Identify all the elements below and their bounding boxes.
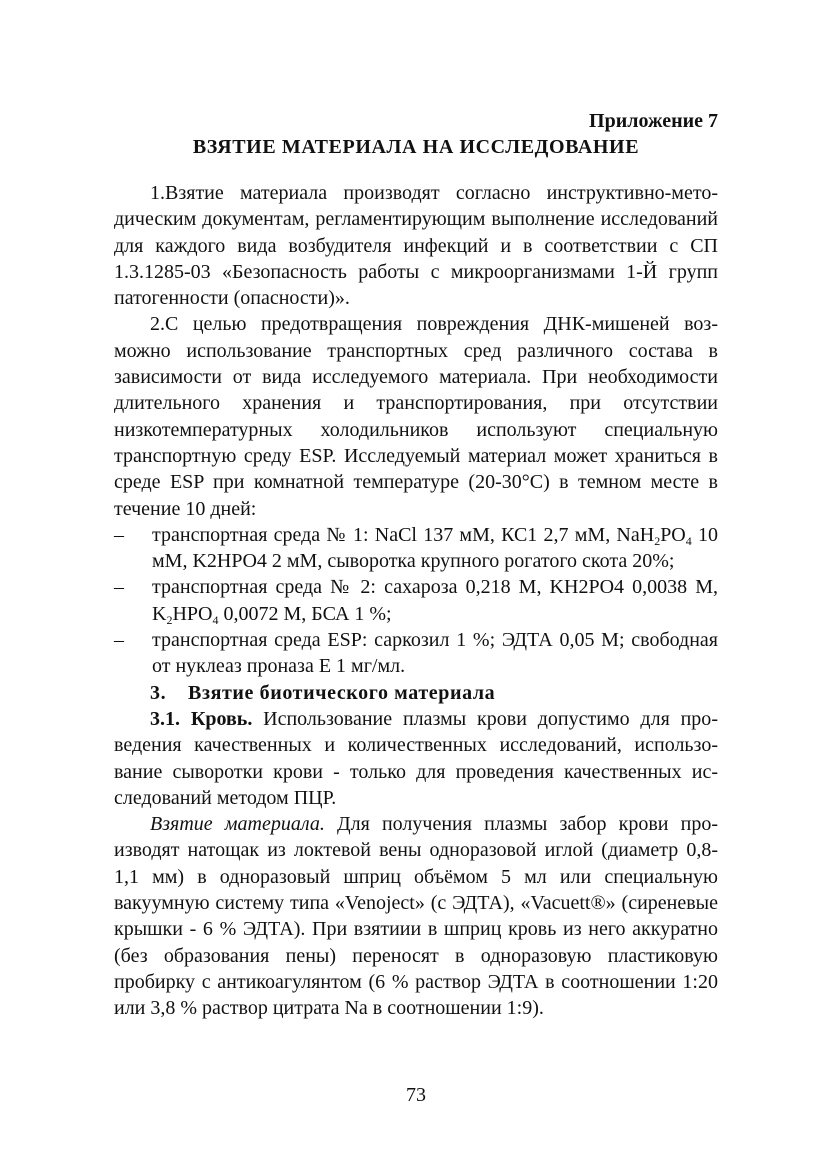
list-dash: – bbox=[114, 576, 124, 599]
sampling-label: Взятие материала. bbox=[150, 813, 325, 836]
subscript: 2 bbox=[654, 533, 661, 548]
sampling-text: Для получения плазмы забор крови производят натощак из локтевой вены одноразовой иглой (диаметр 0,8-1,1 мм) в одноразовый шприц объёмом 5 мл или специальную вакуумную систему типа «Venoject» (с ЭДТА), «Vacuett®» (сиреневые крышки - 6 % ЭДТА). При взятиии в шприц кровь из него аккуратно (без образования пены) переносят в одноразовую пластиковую пробирку с антикоагулянтом (6 % раствор ЭДТА в соотношении 1:20 или 3,8 % раствор цитрата Na в соотношении 1:9). bbox=[114, 813, 719, 1020]
subsection-blood bbox=[114, 706, 718, 811]
page-number: 73 bbox=[406, 1084, 426, 1106]
subscript: 4 bbox=[212, 612, 219, 627]
section-heading bbox=[114, 680, 718, 706]
paragraph-2: 2.С целью предотвращения повреждения ДНК-мишеней возможно использование транспортных сред различного состава в зависимости от вида исследуемого материала. При необходимости длительного хранения и транспортирования, при отсутствии низкотемпературных холодильников используют специальную транспортную среду ESP. Исследуемый материал может храниться в среде ESP при комнатной температуре (20-30°С) в темном месте в течение 10 дней: bbox=[114, 313, 718, 520]
subscript: 2 bbox=[166, 612, 173, 627]
paragraph-1: 1.Взятие материала производят согласно инструктивно-методическим документам, регламентирующим выполнение исследований для каждого вида возбудителя инфекций и в соответствии с СП 1.3.1285-03 «Безопасность работы с микроорганизмами 1-Й групп патогенности (опасности)». bbox=[114, 182, 718, 310]
sampling-paragraph bbox=[114, 811, 718, 1021]
list-item-text: HPO bbox=[172, 602, 213, 625]
list-item bbox=[114, 574, 718, 627]
section-number: 3. bbox=[150, 681, 167, 704]
list-dash: – bbox=[114, 523, 124, 546]
list-item-text: транспортная среда № 1: NaCl 137 мМ, КС1 2,7 мМ, NaH bbox=[152, 523, 655, 546]
list-item-text: 0,0072 М, БСА 1 %; bbox=[218, 602, 392, 625]
appendix-label: Приложение 7 bbox=[589, 110, 718, 132]
subsection-label: 3.1. Кровь. bbox=[150, 707, 253, 730]
page-title: ВЗЯТИЕ МАТЕРИАЛА НА ИССЛЕДОВАНИЕ bbox=[192, 136, 640, 158]
transport-media-list bbox=[114, 522, 718, 680]
document-page bbox=[114, 108, 718, 1022]
list-item bbox=[114, 627, 718, 680]
subscript: 4 bbox=[685, 533, 692, 548]
list-item-text: транспортная среда ESP: саркозил 1 %; ЭДТА 0,05 М; свободная от нуклеаз проназа Е 1 мг/мл. bbox=[152, 629, 718, 678]
list-item-text: 10 мМ, K2HPO4 2 мМ, сыворотка крупного рогатого скота 20%; bbox=[152, 523, 718, 573]
list-item bbox=[114, 522, 718, 575]
list-item-text: PO bbox=[660, 523, 686, 546]
list-dash: – bbox=[114, 629, 124, 652]
section-title: Взятие биотического материала bbox=[188, 681, 496, 704]
subsection-text: Использование плазмы крови допустимо для проведения качественных и количественных исследований, использование сыворотки крови - только для проведения качественных исследований методом ПЦР. bbox=[114, 707, 718, 809]
list-item-text: транспортная среда № 2: сахароза 0,218 М, KH2PO4 0,0038 М, K bbox=[152, 576, 718, 625]
